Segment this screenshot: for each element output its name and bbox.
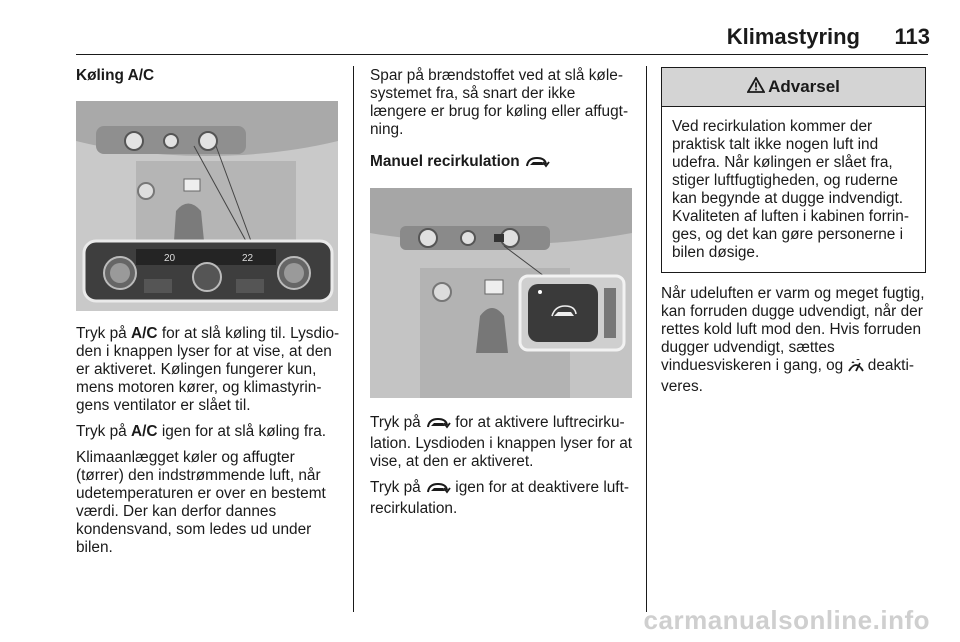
paragraph-windscreen-fog: Når udeluften er varm og meget fugtig, kan forruden dugge udvendigt, når der rettes kold luft mod den. Hvis forruden dugger udvendigt, sættes vinduesviskeren i gang, og deaktiveres. [661,285,925,395]
warning-triangle-icon [747,77,765,97]
page-number: 113 [894,24,930,49]
recirculation-icon [425,481,451,500]
warning-box [661,67,926,273]
chapter-title: Klimastyring [726,24,860,49]
watermark: carmanualsonline.info [643,605,930,635]
column-divider-1 [353,66,354,612]
section-heading-recirc: Manuel recirkulation [370,153,633,174]
column-right [661,67,926,404]
recirculation-icon [524,155,550,174]
warning-title: Advarsel [768,77,840,96]
paragraph-ac-off: Tryk på A/C igen for at slå køling fra. [76,423,327,440]
paragraph-fuel-save: Spar på brændstoffet ved at slå kølesystemet fra, så snart der ikke længere er brug for køling eller affugtning. [370,67,629,138]
recirculation-icon [425,416,451,435]
ac-key-label-2: A/C [131,423,158,440]
header-rule [76,54,928,55]
windscreen-wiper-icon [848,359,864,378]
paragraph-recirc-on: Tryk på for at aktivere luftrecirkulation. Lysdioden i knappen lyser for at vise, at den er aktiveret. [370,414,633,470]
paragraph-recirc-off: Tryk på igen for at deaktivere luftrecirkulation. [370,479,629,517]
ac-controls-illustration [76,101,338,311]
display-temp-right: 22 [242,253,254,264]
column-left [76,67,340,565]
column-divider-2 [646,66,647,612]
recirculation-button-illustration [370,188,632,398]
section-heading-ac: Køling A/C [76,67,155,84]
warning-header [662,68,925,107]
paragraph-ac-info: Klimaanlægget køler og affugter (tørrer) den indstrømmende luft, når udetemperaturen er over en bestemt værdi. Der kan derfor dannes kondensvand, som ledes ud under bilen. [76,449,326,556]
display-temp-left: 20 [164,253,176,264]
ac-key-label: A/C [131,325,158,342]
paragraph-ac-on: Tryk på A/C for at slå køling til. Lysdioden i knappen lyser for at vise, at den er aktiveret. Kølingen fungerer kun, mens motoren kører, og klimastyringens ventilator er slået til. [76,325,340,414]
column-middle [370,67,633,526]
warning-text: Ved recirkulation kommer der praktisk talt ikke nogen luft ind udefra. Når kølingen er slået fra, stiger luftfugtigheden, og ruderne kan begynde at dugge indvendigt. Kvaliteten af luften i kabinen forringes, og det kan gøre personerne i bilen døsige. [672,118,909,261]
